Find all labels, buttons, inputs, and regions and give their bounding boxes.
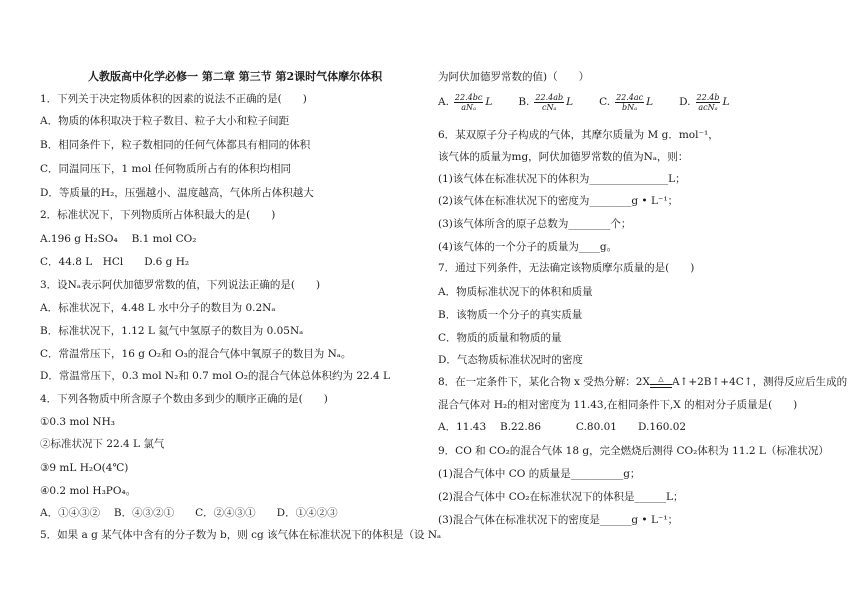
q5-option-label: B. bbox=[518, 96, 530, 108]
document-title: 人教版高中化学必修一 第二章 第三节 第2课时气体摩尔体积 bbox=[88, 70, 383, 83]
fraction-numerator: 22.4ac bbox=[616, 92, 644, 102]
right-line: (1)混合气体中 CO 的质量是__________g； bbox=[438, 468, 641, 480]
left-line: B．标准状况下，1.12 L 氦气中氢原子的数目为 0.05Nₐ bbox=[40, 325, 304, 337]
fraction-denominator: bNₐ bbox=[622, 102, 638, 112]
fraction-denominator: cNₐ bbox=[542, 102, 557, 112]
fraction-numerator: 22.4ab bbox=[535, 92, 564, 102]
right-line: 该气体的质量为mg，阿伏加德罗常数的值为Nₐ，则： bbox=[438, 151, 689, 163]
right-line: (4)该气体的一个分子的质量为____g。 bbox=[438, 241, 618, 253]
right-line: (3)该气体所含的原子总数为________个； bbox=[438, 218, 632, 230]
left-line: ③9 mL H₂O(4℃) bbox=[40, 462, 129, 474]
left-line: C．同温同压下，1 mol 任何物质所占有的体积均相同 bbox=[40, 163, 292, 175]
q5-option bbox=[679, 92, 729, 112]
q5-option-label: A. bbox=[438, 96, 449, 108]
left-line: A．物质的体积取决于粒子数目、粒子大小和粒子间距 bbox=[40, 115, 290, 127]
left-line: ④0.2 mol H₃PO₄。 bbox=[40, 485, 137, 497]
q8-prefix: 8．在一定条件下，某化合物 x 受热分解：2X bbox=[438, 376, 650, 388]
right-line: (2)该气体在标准状况下的密度为________g • L⁻¹； bbox=[438, 195, 679, 207]
right-line: 7．通过下列条件，无法确定该物质摩尔质量的是( ) bbox=[438, 262, 695, 274]
q5-option-fraction bbox=[534, 93, 564, 112]
left-line: A．①④③② B．④③②① C．②④③① D．①④②③ bbox=[40, 507, 338, 519]
left-line: 5．如果 a g 某气体中含有的分子数为 b，则 cg 该气体在标准状况下的体积是（设 Nₐ bbox=[40, 529, 442, 541]
fraction-numerator: 22.4bc bbox=[454, 92, 483, 102]
left-line: A．标准状况下，4.48 L 水中分子的数目为 0.2Nₐ bbox=[40, 302, 276, 314]
right-line: (1)该气体在标准状况下的体积为_______________L； bbox=[438, 173, 686, 185]
left-line: C．常温常压下，16 g O₂和 O₃的混合气体中氧原子的数目为 Nₐ。 bbox=[40, 348, 352, 360]
right-line: C．物质的质量和物质的量 bbox=[438, 332, 562, 344]
left-line: 4．下列各物质中所含原子个数由多到少的顺序正确的是( ) bbox=[40, 393, 328, 405]
q5-option-unit: L bbox=[646, 96, 654, 108]
left-line: 2．标准状况下，下列物质所占体积最大的是( ) bbox=[40, 209, 276, 221]
left-line: B．相同条件下，粒子数相同的任何气体都具有相同的体积 bbox=[40, 139, 311, 151]
q5-option-fraction bbox=[615, 93, 644, 112]
right-line: A．物质标准状况下的体积和质量 bbox=[438, 286, 593, 298]
q5-option bbox=[599, 92, 653, 112]
q5-option-unit: L bbox=[566, 96, 574, 108]
right-line: 混合气体对 H₂的相对密度为 11.43,在相同条件下,X 的相对分子质量是( ) bbox=[438, 399, 798, 411]
q5-option-fraction bbox=[696, 93, 721, 112]
q5-option-label: D. bbox=[679, 96, 691, 108]
left-line: 1．下列关于决定物质体积的因素的说法不正确的是( ) bbox=[40, 93, 307, 105]
right-line: 6．某双原子分子构成的气体，其摩尔质量为 M g．mol⁻¹， bbox=[438, 129, 719, 141]
q5-option bbox=[438, 92, 492, 112]
q5-continuation: 为阿伏加德罗常数的值)（ ） bbox=[438, 71, 590, 83]
q5-options bbox=[438, 92, 755, 112]
fraction-numerator: 22.4b bbox=[696, 92, 720, 102]
left-line: D．常温常压下，0.3 mol N₂和 0.7 mol O₂的混合气体总体积约为 22.4 L bbox=[40, 370, 391, 382]
right-line: B．该物质一个分子的真实质量 bbox=[438, 309, 583, 321]
left-line: A.196 g H₂SO₄ B.1 mol CO₂ bbox=[40, 233, 197, 245]
heat-condition-arrow bbox=[650, 376, 672, 388]
left-line: 3．设Nₐ表示阿伏加德罗常数的值，下列说法正确的是( ) bbox=[40, 279, 321, 291]
right-line: (2)混合气体中 CO₂在标准状况下的体积是______L； bbox=[438, 491, 684, 503]
left-line: ①0.3 mol NH₃ bbox=[40, 416, 115, 428]
fraction-denominator: acNₐ bbox=[698, 102, 718, 112]
right-line: A．11.43 B.22.86 C.80.01 D.160.02 bbox=[438, 421, 687, 433]
right-line: D．气态物质标准状况时的密度 bbox=[438, 354, 583, 366]
right-line: 9．CO 和 CO₂的混合气体 18 g，完全燃烧后测得 CO₂体积为 11.2 L（标准状况） bbox=[438, 445, 829, 457]
q8-equation-line bbox=[438, 375, 847, 389]
left-line: ②标准状况下 22.4 L 氯气 bbox=[40, 438, 165, 450]
left-line: D．等质量的H₂，压强越小、温度越高，气体所占体积越大 bbox=[40, 187, 314, 199]
heat-symbol: △ bbox=[658, 375, 664, 383]
right-line: (3)混合气体在标准状况下的密度是______g • L⁻¹； bbox=[438, 514, 679, 526]
q5-option bbox=[518, 92, 573, 112]
q5-option-fraction bbox=[454, 93, 483, 112]
q5-option-unit: L bbox=[485, 96, 493, 108]
fraction-denominator: aNₐ bbox=[461, 102, 477, 112]
q5-option-label: C. bbox=[599, 96, 611, 108]
q8-suffix: A↑+2B↑+4C↑，测得反应后生成的 bbox=[671, 376, 848, 388]
left-line: C．44.8 L HCl D.6 g H₂ bbox=[40, 256, 190, 268]
q5-option-unit: L bbox=[722, 96, 730, 108]
